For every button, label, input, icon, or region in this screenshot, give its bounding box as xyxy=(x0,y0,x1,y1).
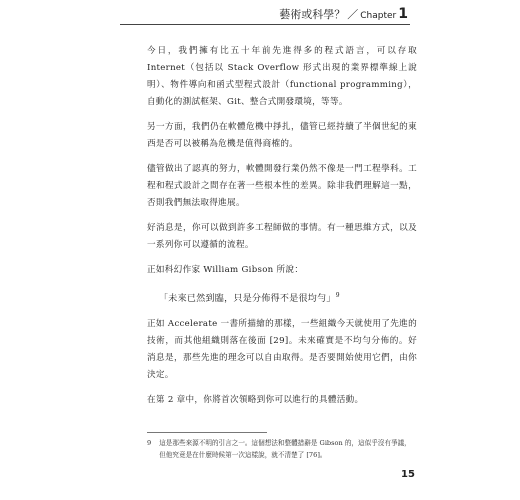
body-paragraph-5: 正如科幻作家 William Gibson 所說： xyxy=(147,265,304,275)
running-header xyxy=(279,6,408,22)
footnote-text: 這是那些來源不明的引言之一。這個想法和整體措辭是 Gibson 的，這似乎沒有爭議，但他究竟是在什麼時候第一次這樣說，就不清楚了 [76]。 xyxy=(159,439,411,459)
footnote-ref[interactable]: 9 xyxy=(335,292,340,299)
chapter-title: 藝術或科學？ xyxy=(279,8,346,21)
footnote xyxy=(147,437,417,461)
body-paragraph-7: 在第 2 章中，你將首次領略到你可以進行的具體活動。 xyxy=(147,395,364,405)
header-separator: ／ xyxy=(347,8,359,21)
chapter-number: 1 xyxy=(398,6,408,22)
body-paragraph-3: 儘管做出了認真的努力，軟體開發行業仍然不像是一門工程學科。工程和程式設計之間存在著一些根本性的差異。除非我們理解這一點，否則我們無法取得進展。 xyxy=(147,164,417,208)
gibson-quote xyxy=(159,287,417,308)
body-paragraph-6: 正如 Accelerate 一書所描繪的那樣，一些組織今天就使用了先進的技術，而其他組織則落在後面 [29]。未來確實是不均勻分佈的。好消息是，那些先進的理念可以自由取得。是否要開始使用它們，由你決定。 xyxy=(147,319,417,380)
body-paragraph-2: 另一方面，我們仍在軟體危機中掙扎，儘管已經持續了半個世紀的東西是否可以被稱為危機是值得商榷的。 xyxy=(147,122,417,149)
quote-text: 「未來已然到臨，只是分佈得不是很均勻」 xyxy=(159,294,336,304)
body-paragraph-1: 今日，我們擁有比五十年前先進得多的程式語言，可以存取 Internet（包括以 Stack Overflow 形式出現的業界標準線上說明）、物件導向和函式型程式設計（functional programming），自動化的測試框架、Git、整合式開發環境，等等。 xyxy=(147,46,417,107)
page-body xyxy=(147,43,417,417)
page-number: 15 xyxy=(401,469,415,480)
header-rule xyxy=(120,24,410,25)
chapter-label: Chapter xyxy=(360,11,397,21)
body-paragraph-4: 好消息是，你可以做到許多工程師做的事情。有一種思維方式，以及一系列你可以遵循的流程。 xyxy=(147,223,417,250)
footnote-number: 9 xyxy=(147,439,152,447)
footnote-rule xyxy=(147,432,267,433)
